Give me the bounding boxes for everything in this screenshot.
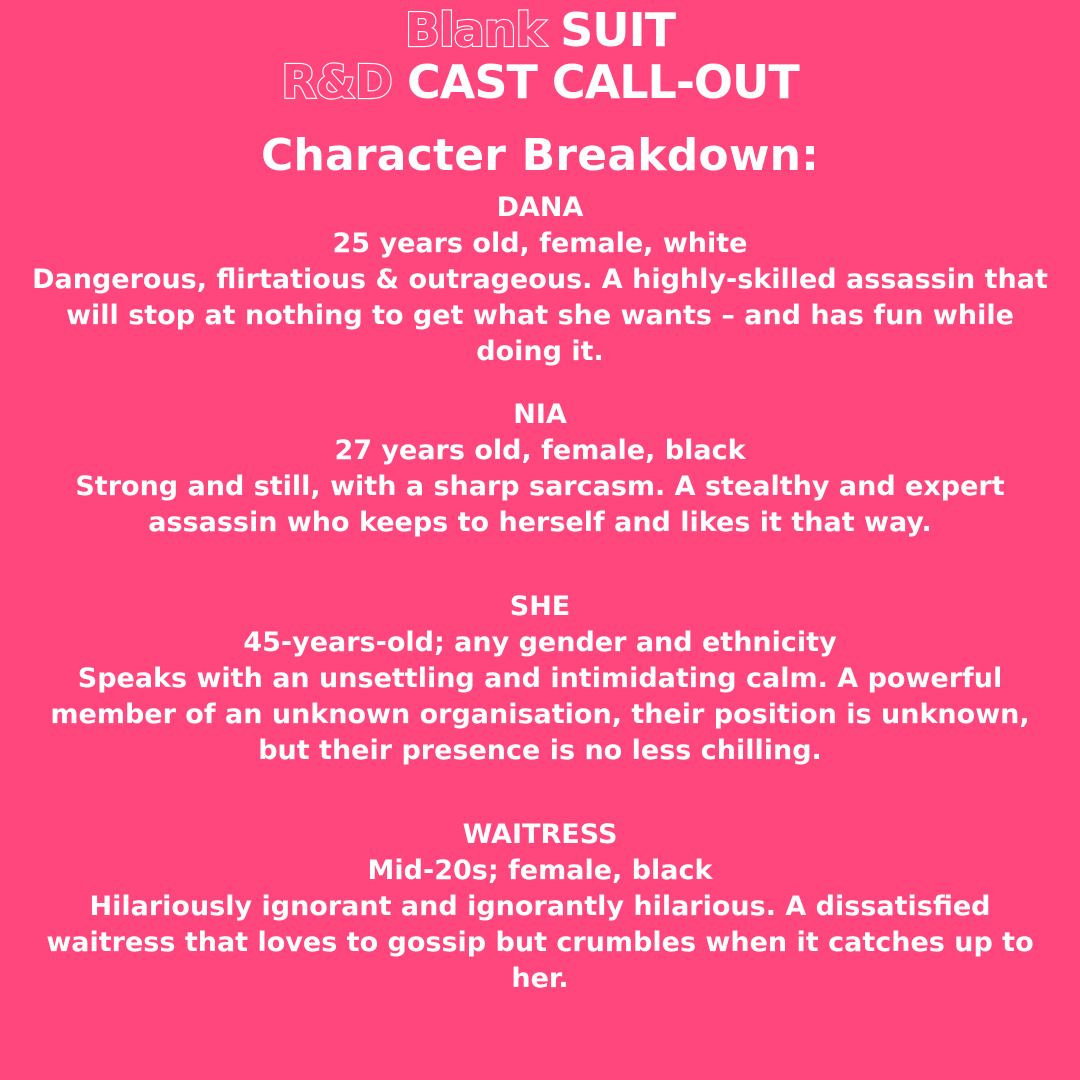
header-line-1 [0, 4, 1080, 56]
character-description-line: assassin who keeps to herself and likes it that way. [148, 507, 932, 538]
character-description-line: Strong and still, with a sharp sarcasm. A stealthy and expert [75, 471, 1005, 502]
character-description-line: her. [511, 963, 569, 994]
character-description-line: waitress that loves to gossip but crumbles when it catches up to [46, 927, 1034, 958]
section-title: Character Breakdown: [261, 130, 819, 181]
poster-header [0, 4, 1080, 108]
character-entry-dana [10, 190, 1070, 370]
character-name: SHE [509, 591, 571, 622]
header-line-2 [0, 56, 1080, 108]
character-description-line: doing it. [476, 336, 604, 367]
rd-outline-text: R&D [281, 55, 392, 109]
brand-suit-text: SUIT [560, 3, 676, 57]
character-description-line: Speaks with an unsettling and intimidating calm. A powerful [77, 663, 1003, 694]
character-name: WAITRESS [462, 819, 618, 850]
brand-blank-outline-text: Blank [404, 3, 546, 57]
cast-call-out-text: CAST CALL-OUT [406, 55, 799, 109]
character-description-line: will stop at nothing to get what she wants – and has fun while [66, 300, 1014, 331]
character-description-line: Hilariously ignorant and ignorantly hilarious. A dissatisfied [89, 891, 991, 922]
character-description-line: but their presence is no less chilling. [258, 735, 822, 766]
character-entry-she [10, 589, 1070, 769]
character-name: NIA [513, 399, 567, 430]
character-name: DANA [496, 192, 584, 223]
character-details: Mid-20s; female, black [367, 855, 713, 886]
character-details: 27 years old, female, black [334, 435, 746, 466]
character-entry-waitress [10, 817, 1070, 997]
character-description-line: member of an unknown organisation, their position is unknown, [50, 699, 1030, 730]
character-details: 25 years old, female, white [332, 228, 748, 259]
character-description-line: Dangerous, flirtatious & outrageous. A highly-skilled assassin that [32, 264, 1048, 295]
character-details: 45-years-old; any gender and ethnicity [243, 627, 837, 658]
character-entry-nia [10, 397, 1070, 541]
